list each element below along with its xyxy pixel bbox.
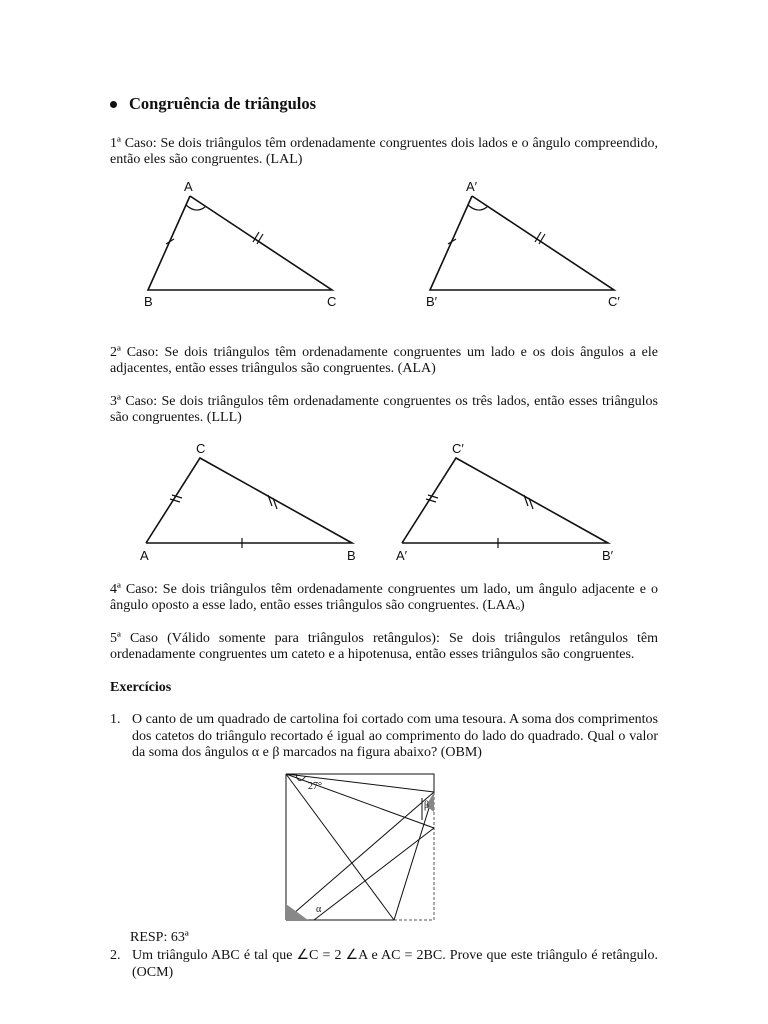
alpha-label: α — [316, 904, 322, 915]
case-1-text: 1ª Caso: Se dois triângulos têm ordenadamente congruentes dois lados e o ângulo compreendido, então eles são congruentes. (LAL) — [110, 136, 658, 167]
exercise-1 — [110, 712, 658, 762]
vertex-c-prime: C′ — [452, 441, 464, 456]
exercise-figure — [284, 772, 436, 929]
answer-text: RESP: 63ª — [130, 930, 189, 945]
vertex-b-prime: B′ — [426, 294, 438, 309]
vertex-b-prime-lll: B′ — [602, 548, 614, 563]
triangle-abc-lal — [148, 196, 332, 290]
triangle-abc-lll — [146, 458, 352, 548]
vertex-b: B — [144, 294, 153, 309]
angle-27-label: 27° — [308, 781, 322, 792]
vertex-a-lll: A — [140, 548, 149, 563]
cut-line — [394, 792, 434, 920]
case-2-text: 2ª Caso: Se dois triângulos têm ordenadamente congruentes um lado e os dois ângulos a ele adjacentes, então esses triângulos são congruentes. (ALA) — [110, 345, 658, 376]
diagonal-5 — [314, 828, 434, 920]
case-5-text: 5ª Caso (Válido somente para triângulos retângulos): Se dois triângulos retângulos têm ordenadamente congruentes um cateto e a hipotenusa, então esses triângulos são congruentes. — [110, 631, 658, 662]
exercises-title: Exercícios — [110, 680, 172, 695]
beta-label: β — [424, 800, 430, 811]
diagonal-4 — [286, 792, 434, 920]
vertex-a-prime: A′ — [466, 179, 478, 194]
diagonal-3 — [286, 774, 394, 920]
vertex-a-prime-lll: A′ — [396, 548, 408, 563]
vertex-a: A — [184, 179, 193, 194]
section-heading — [110, 94, 316, 114]
vertex-c-prime: C′ — [608, 294, 620, 309]
case-3-text: 3ª Caso: Se dois triângulos têm ordenadamente congruentes os três lados, então esses triângulos são congruentes. (LLL) — [110, 394, 658, 425]
exercise-number: 2. — [110, 948, 121, 963]
section-title: Congruência de triângulos — [129, 94, 317, 113]
vertex-c: C — [327, 294, 337, 309]
vertex-b-lll: B — [347, 548, 356, 563]
exercise-2 — [110, 948, 658, 981]
figure-lal — [108, 176, 668, 314]
vertex-c: C — [196, 441, 206, 456]
figure-lll — [108, 438, 668, 568]
exercise-text: Um triângulo ABC é tal que ∠C = 2 ∠A e AC = 2BC. Prove que este triângulo é retângulo. (OCM) — [132, 948, 658, 980]
triangle-abc-prime-lal — [430, 196, 614, 290]
exercise-number: 1. — [110, 712, 121, 727]
bullet-icon — [110, 101, 117, 108]
triangle-abc-prime-lll — [402, 458, 608, 548]
case-4-text: 4ª Caso: Se dois triângulos têm ordenadamente congruentes um lado, um ângulo adjacente e o ângulo oposto a esse lado, então esses triângulos são congruentes. (LAAₒ) — [110, 582, 658, 613]
exercise-text: O canto de um quadrado de cartolina foi cortado com uma tesoura. A soma dos comprimentos dos catetos do triângulo recortado é igual ao comprimento do lado do quadrado. Qual o valor da soma dos ângulos α e β marcados na figura abaixo? (OBM) — [132, 712, 658, 760]
alpha-shaded-angle — [286, 904, 308, 920]
